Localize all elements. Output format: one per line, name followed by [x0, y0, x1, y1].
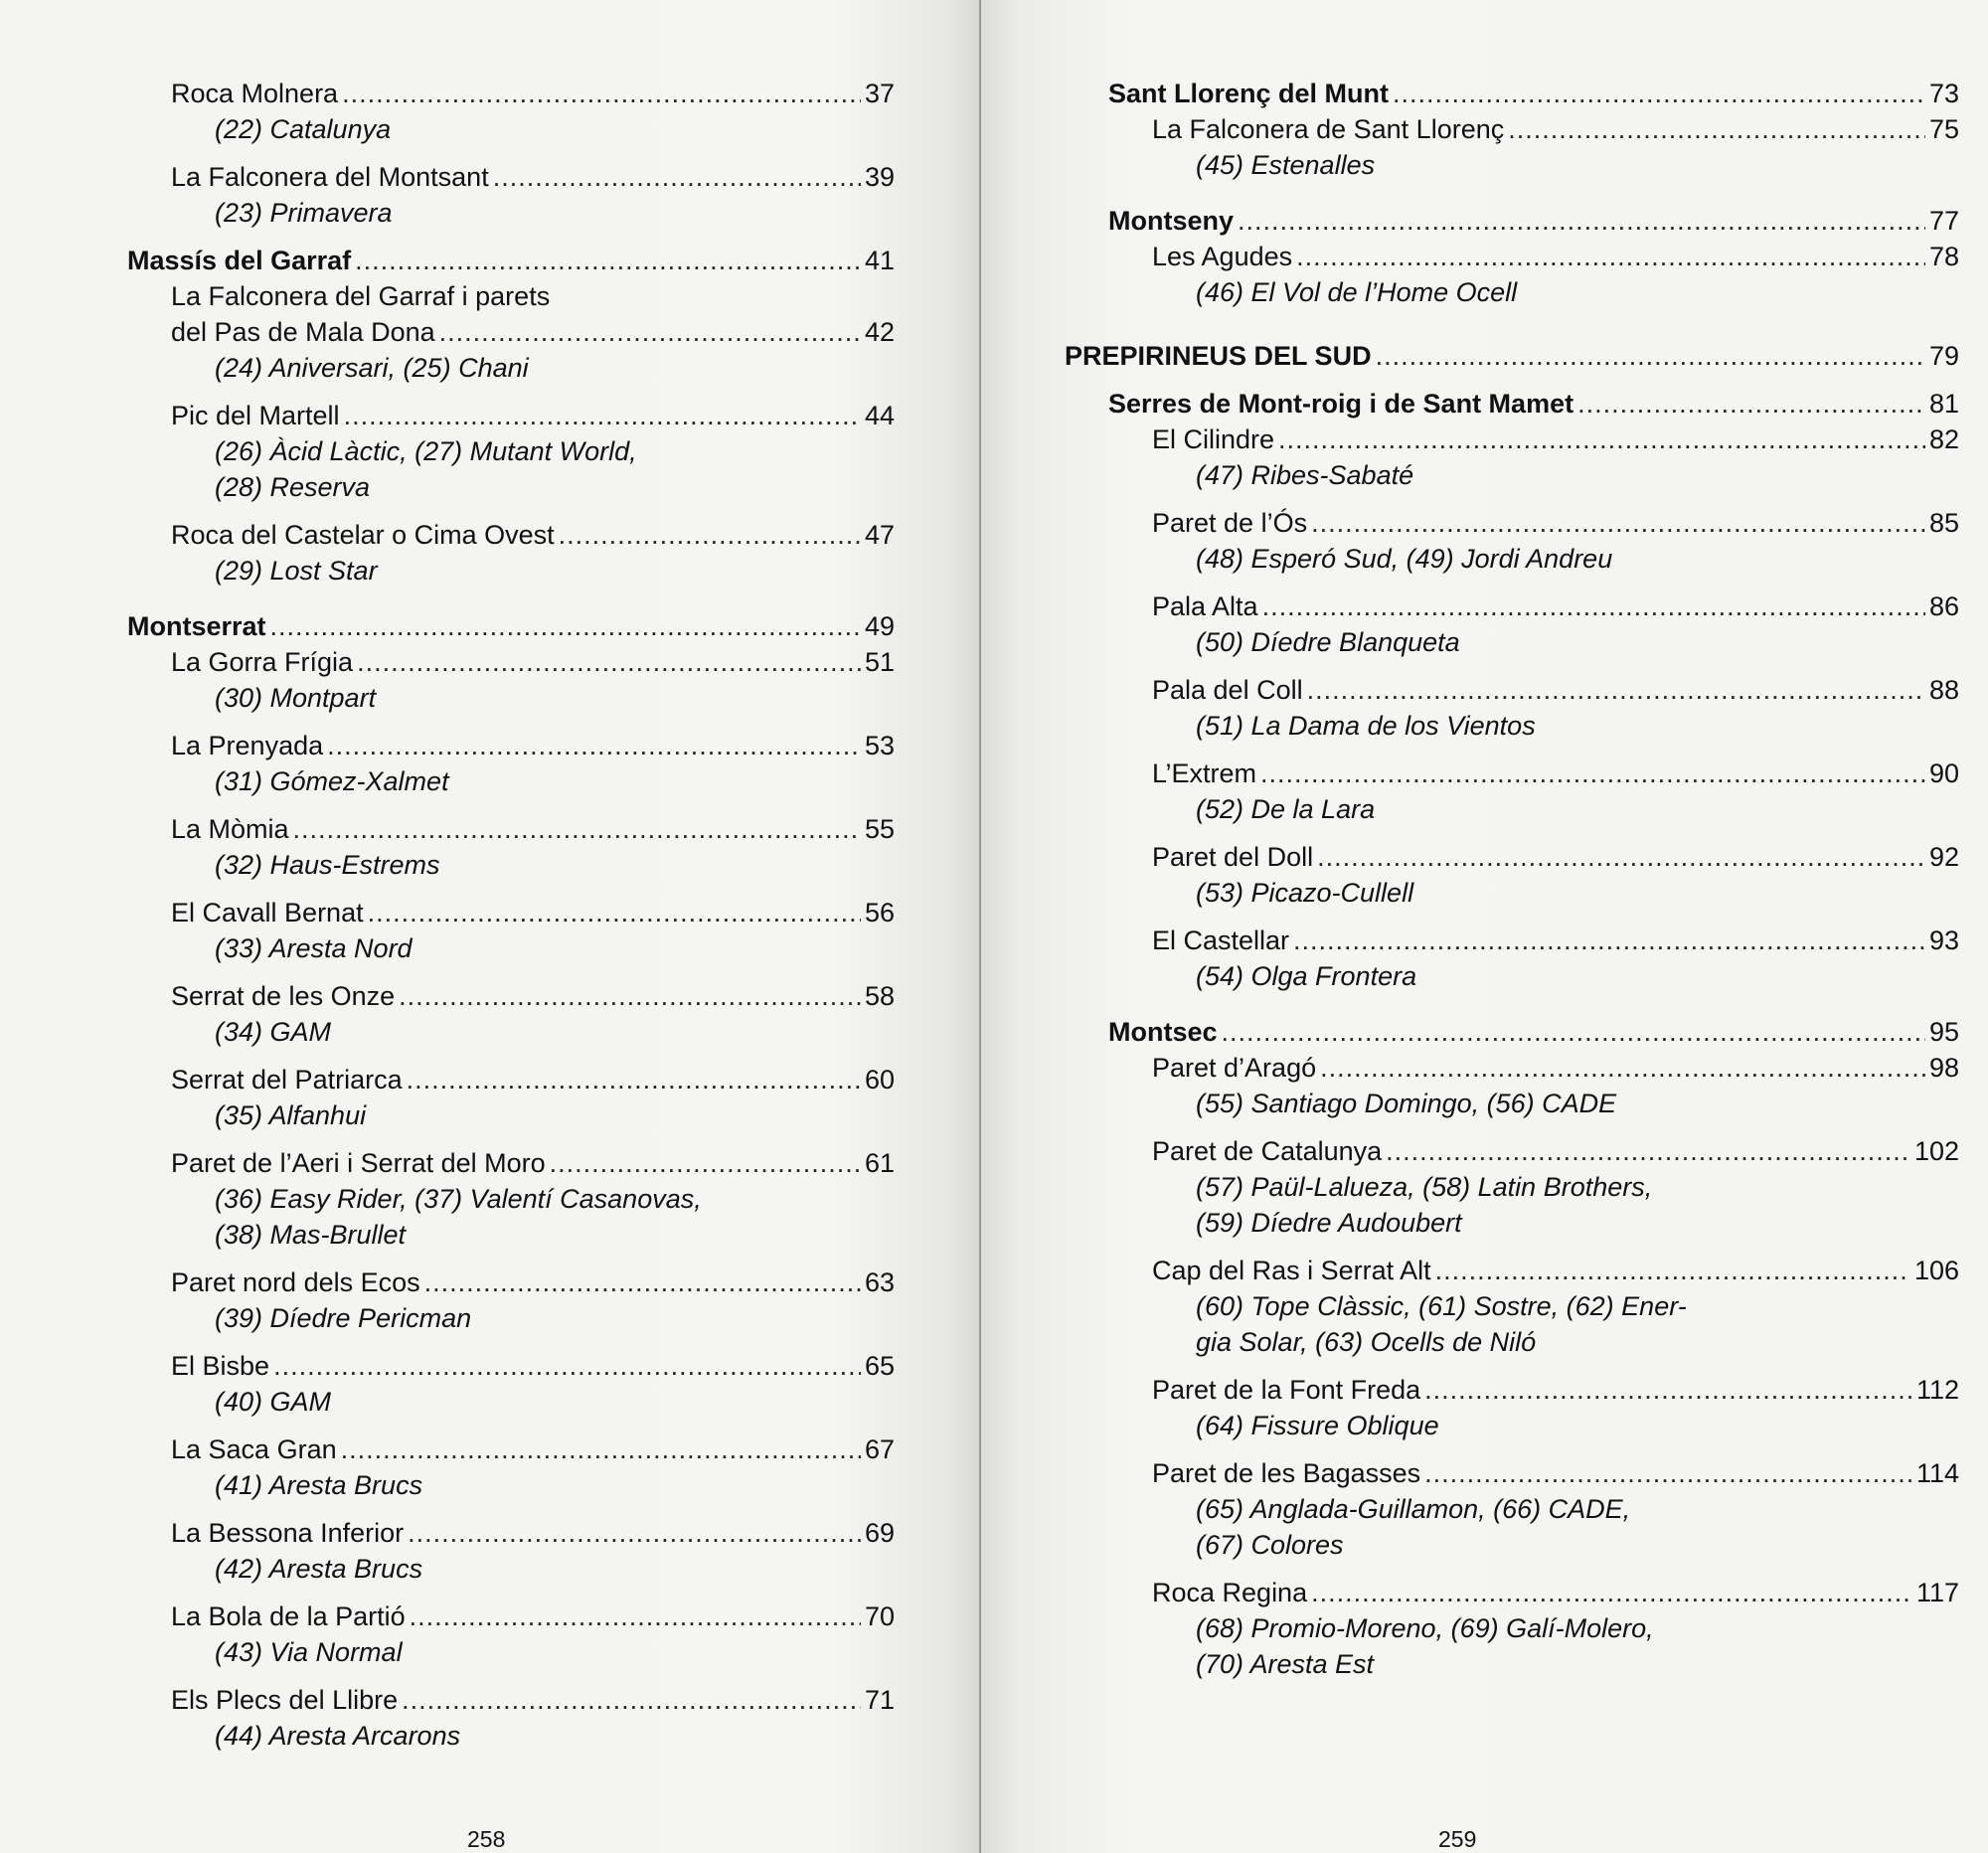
- spacer: [127, 966, 895, 978]
- entry-title: Cap del Ras i Serrat Alt: [1152, 1256, 1431, 1285]
- spacer: [1065, 493, 1959, 505]
- route-line: (41) Aresta Brucs: [215, 1470, 423, 1500]
- route-line: (35) Alfanhui: [215, 1100, 367, 1130]
- spacer: [1065, 374, 1959, 386]
- spacer: [127, 147, 895, 159]
- route-line: (46) El Vol de l’Home Ocell: [1196, 277, 1518, 307]
- route-line: (55) Santiago Domingo, (56) CADE: [1196, 1089, 1617, 1118]
- toc-entry: [1065, 1253, 1959, 1288]
- route-line: (44) Aresta Arcarons: [215, 1721, 461, 1751]
- spacer: [127, 1670, 895, 1682]
- entry-title: L’Extrem: [1152, 758, 1257, 788]
- entry-page-number: 65: [864, 1351, 895, 1381]
- entry-title: La Falconera de Sant Llorenç: [1152, 114, 1505, 144]
- toc-list-left: [127, 76, 895, 1754]
- page-number-right: 259: [1438, 1826, 1477, 1852]
- dot-leader: [1320, 1050, 1925, 1086]
- dot-leader: [1293, 923, 1925, 958]
- dot-leader: [355, 243, 861, 278]
- toc-entry: [1065, 756, 1959, 791]
- dot-leader: [1376, 338, 1925, 374]
- spacer: [1065, 660, 1959, 672]
- left-page: [0, 0, 981, 1853]
- dot-leader: [1311, 1575, 1912, 1610]
- toc-entry: [127, 398, 895, 433]
- entry-title: Pala del Coll: [1152, 675, 1303, 705]
- entry-page-number: 86: [1928, 591, 1959, 621]
- dot-leader: [368, 895, 861, 930]
- toc-entry: [1065, 111, 1959, 147]
- dot-leader: [1386, 1133, 1910, 1169]
- dot-leader: [1260, 756, 1925, 791]
- entry-title: La Gorra Frígia: [171, 647, 354, 677]
- dot-leader: [1278, 421, 1925, 457]
- toc-entry: [127, 1432, 895, 1467]
- toc-list-right: [1065, 76, 1959, 1682]
- dot-leader: [1317, 839, 1925, 875]
- entry-page-number: 90: [1928, 758, 1959, 788]
- entry-page-number: 55: [864, 814, 895, 844]
- route-line: (64) Fissure Oblique: [1196, 1411, 1439, 1440]
- route-line: (30) Montpart: [215, 683, 377, 713]
- dot-leader: [1424, 1455, 1912, 1491]
- entry-title: PREPIRINEUS DEL SUD: [1065, 341, 1372, 371]
- spacer: [1065, 577, 1959, 589]
- dot-leader: [327, 728, 861, 763]
- toc-entry: [127, 517, 895, 553]
- spacer: [127, 1503, 895, 1515]
- toc-section: [1065, 76, 1959, 111]
- route-line: (31) Gómez-Xalmet: [215, 766, 449, 796]
- toc-section: [1065, 386, 1959, 421]
- entry-title: Serrat de les Onze: [171, 981, 396, 1011]
- entry-page-number: 56: [864, 898, 895, 927]
- route-line: (24) Aniversari, (25) Chani: [215, 353, 529, 383]
- entry-title: Els Plecs del Llibre: [171, 1685, 399, 1715]
- route-line: (43) Via Normal: [215, 1637, 403, 1667]
- dot-leader: [293, 811, 861, 847]
- entry-page-number: 95: [1928, 1017, 1959, 1047]
- route-line: (68) Promio-Moreno, (69) Galí-Molero,: [1196, 1613, 1654, 1643]
- entry-title: Roca Regina: [1152, 1578, 1308, 1607]
- entry-page-number: 81: [1928, 389, 1959, 419]
- toc-entry: [127, 1062, 895, 1097]
- toc-entry: [127, 1515, 895, 1551]
- toc-entry: [1065, 839, 1959, 875]
- spacer: [1065, 1563, 1959, 1575]
- spacer: [1065, 310, 1959, 338]
- toc-entry: [1065, 505, 1959, 541]
- entry-title: Serrat del Patriarca: [171, 1065, 403, 1095]
- entry-page-number: 73: [1928, 79, 1959, 108]
- dot-leader: [1435, 1253, 1910, 1288]
- spacer: [1065, 827, 1959, 839]
- route-line: (65) Anglada-Guillamon, (66) CADE,: [1196, 1494, 1631, 1524]
- spacer: [1065, 994, 1959, 1014]
- dot-leader: [1307, 672, 1925, 708]
- entry-page-number: 37: [864, 79, 895, 108]
- route-line: (54) Olga Frontera: [1196, 961, 1417, 991]
- dot-leader: [344, 398, 861, 433]
- dot-leader: [399, 978, 861, 1014]
- spacer: [127, 1253, 895, 1264]
- toc-entry: [1065, 1050, 1959, 1086]
- entry-page-number: 70: [864, 1601, 895, 1631]
- toc-entry: [1065, 421, 1959, 457]
- dot-leader: [408, 1515, 861, 1551]
- entry-page-number: 106: [1913, 1256, 1959, 1285]
- toc-entry: [1065, 1575, 1959, 1610]
- entry-page-number: 44: [864, 401, 895, 430]
- entry-page-number: 78: [1928, 242, 1959, 271]
- dot-leader: [341, 1432, 861, 1467]
- entry-page-number: 41: [864, 246, 895, 275]
- entry-title: Paret del Doll: [1152, 842, 1314, 872]
- entry-page-number: 58: [864, 981, 895, 1011]
- entry-title: Serres de Mont-roig i de Sant Mamet: [1108, 389, 1574, 419]
- spacer: [127, 1336, 895, 1348]
- entry-title: Montseny: [1108, 206, 1235, 236]
- toc-entry: [1065, 672, 1959, 708]
- spacer: [127, 1420, 895, 1432]
- route-line: (50) Díedre Blanqueta: [1196, 627, 1460, 657]
- entry-title: El Cilindre: [1152, 424, 1275, 454]
- entry-title: Roca Molnera: [171, 79, 339, 108]
- dot-leader: [439, 314, 861, 350]
- dot-leader: [493, 159, 861, 195]
- toc-entry: [127, 811, 895, 847]
- dot-leader: [1508, 111, 1925, 147]
- route-line: (53) Picazo-Cullell: [1196, 878, 1414, 908]
- spacer: [127, 231, 895, 243]
- entry-page-number: 39: [864, 162, 895, 192]
- toc-entry-line: La Falconera del Garraf i parets: [171, 281, 551, 311]
- route-line: (67) Colores: [1196, 1530, 1344, 1560]
- toc-entry: [127, 1264, 895, 1300]
- toc-section: [1065, 203, 1959, 239]
- toc-entry: [1065, 1455, 1959, 1491]
- route-line: (42) Aresta Brucs: [215, 1554, 423, 1584]
- entry-title: El Cavall Bernat: [171, 898, 364, 927]
- toc-section: [127, 608, 895, 644]
- spacer: [127, 505, 895, 517]
- route-line: (34) GAM: [215, 1017, 332, 1047]
- route-line: (33) Aresta Nord: [215, 933, 413, 963]
- entry-page-number: 63: [864, 1267, 895, 1297]
- entry-page-number: 93: [1928, 926, 1959, 955]
- toc-entry: [1065, 1133, 1959, 1169]
- dot-leader: [559, 517, 861, 553]
- route-line: (26) Àcid Làctic, (27) Mutant World,: [215, 436, 637, 466]
- entry-page-number: 98: [1928, 1053, 1959, 1083]
- toc-entry: [127, 314, 895, 350]
- entry-page-number: 102: [1913, 1136, 1959, 1166]
- entry-page-number: 71: [864, 1685, 895, 1715]
- toc-entry: [127, 159, 895, 195]
- entry-title: La Bessona Inferior: [171, 1518, 405, 1548]
- entry-page-number: 67: [864, 1434, 895, 1464]
- toc-entry: [1065, 589, 1959, 624]
- dot-leader: [1311, 505, 1925, 541]
- entry-title: Les Agudes: [1152, 242, 1293, 271]
- entry-title: El Castellar: [1152, 926, 1290, 955]
- spacer: [1065, 744, 1959, 756]
- entry-page-number: 92: [1928, 842, 1959, 872]
- entry-title: Paret d’Aragó: [1152, 1053, 1317, 1083]
- entry-title: Massís del Garraf: [127, 246, 352, 275]
- spacer: [1065, 1360, 1959, 1372]
- entry-page-number: 61: [864, 1148, 895, 1178]
- route-line: (39) Díedre Pericman: [215, 1303, 472, 1333]
- entry-page-number: 49: [864, 611, 895, 641]
- toc-entry: [1065, 239, 1959, 274]
- dot-leader: [407, 1062, 861, 1097]
- spacer: [1065, 1241, 1959, 1253]
- route-line: (57) Paül-Lalueza, (58) Latin Brothers,: [1196, 1172, 1653, 1202]
- entry-title: Roca del Castelar o Cima Ovest: [171, 520, 555, 550]
- entry-title: Sant Llorenç del Munt: [1108, 79, 1390, 108]
- dot-leader: [410, 1599, 861, 1634]
- route-line: (51) La Dama de los Vientos: [1196, 711, 1536, 741]
- entry-page-number: 69: [864, 1518, 895, 1548]
- entry-title: Paret de l’Aeri i Serrat del Moro: [171, 1148, 546, 1178]
- dot-leader: [357, 644, 861, 680]
- spacer: [127, 1050, 895, 1062]
- spacer: [1065, 1121, 1959, 1133]
- entry-title: Paret de les Bagasses: [1152, 1458, 1421, 1488]
- dot-leader: [1262, 589, 1925, 624]
- toc-entry: [127, 76, 895, 111]
- toc-entry: [127, 1348, 895, 1384]
- dot-leader: [402, 1682, 861, 1718]
- route-line: (22) Catalunya: [215, 114, 392, 144]
- spacer: [127, 883, 895, 895]
- route-line: (59) Díedre Audoubert: [1196, 1208, 1462, 1238]
- dot-leader: [1238, 203, 1925, 239]
- entry-title: Paret de la Font Freda: [1152, 1375, 1421, 1405]
- toc-section: [1065, 338, 1959, 374]
- route-line: (36) Easy Rider, (37) Valentí Casanovas,: [215, 1184, 702, 1214]
- spacer: [127, 799, 895, 811]
- toc-entry: [127, 1682, 895, 1718]
- entry-title: Montsec: [1108, 1017, 1218, 1047]
- entry-title: Paret nord dels Ecos: [171, 1267, 420, 1297]
- route-line: (28) Reserva: [215, 472, 371, 502]
- entry-page-number: 114: [1915, 1458, 1959, 1488]
- dot-leader: [550, 1145, 861, 1181]
- entry-page-number: 51: [864, 647, 895, 677]
- route-line: (40) GAM: [215, 1387, 332, 1417]
- entry-page-number: 75: [1928, 114, 1959, 144]
- route-line: (23) Primavera: [215, 198, 393, 228]
- entry-page-number: 77: [1928, 206, 1959, 236]
- entry-title: La Prenyada: [171, 731, 324, 760]
- entry-page-number: 82: [1928, 424, 1959, 454]
- spacer: [127, 1587, 895, 1599]
- route-line: (70) Aresta Est: [1196, 1649, 1375, 1679]
- route-line: (29) Lost Star: [215, 556, 378, 586]
- toc-entry: [127, 644, 895, 680]
- spacer: [1065, 911, 1959, 923]
- dot-leader: [270, 608, 861, 644]
- entry-page-number: 79: [1928, 341, 1959, 371]
- spacer: [127, 1133, 895, 1145]
- right-page: [981, 0, 1988, 1853]
- route-line: (47) Ribes-Sabaté: [1196, 460, 1414, 490]
- toc-entry: [1065, 923, 1959, 958]
- entry-title: La Saca Gran: [171, 1434, 337, 1464]
- dot-leader: [1577, 386, 1925, 421]
- toc-entry: [127, 895, 895, 930]
- entry-page-number: 53: [864, 731, 895, 760]
- route-line: (32) Haus-Estrems: [215, 850, 440, 880]
- spacer: [1065, 183, 1959, 203]
- entry-page-number: 112: [1915, 1375, 1959, 1405]
- entry-title: Paret de l’Ós: [1152, 508, 1308, 538]
- entry-title: La Mòmia: [171, 814, 289, 844]
- spacer: [127, 386, 895, 398]
- page-number-left: 258: [467, 1826, 506, 1852]
- toc-entry: [127, 728, 895, 763]
- entry-title: Pala Alta: [1152, 591, 1258, 621]
- dot-leader: [424, 1264, 861, 1300]
- route-line: (48) Esperó Sud, (49) Jordi Andreu: [1196, 544, 1613, 574]
- entry-title: Montserrat: [127, 611, 266, 641]
- toc-entry: [1065, 1372, 1959, 1408]
- toc-entry: [127, 978, 895, 1014]
- route-line: (38) Mas-Brullet: [215, 1220, 407, 1250]
- dot-leader: [1424, 1372, 1912, 1408]
- dot-leader: [342, 76, 861, 111]
- route-line: gia Solar, (63) Ocells de Niló: [1196, 1327, 1537, 1357]
- entry-page-number: 85: [1928, 508, 1959, 538]
- entry-title: Paret de Catalunya: [1152, 1136, 1383, 1166]
- entry-page-number: 60: [864, 1065, 895, 1095]
- entry-page-number: 42: [864, 317, 895, 347]
- spacer: [127, 716, 895, 728]
- toc-entry: [127, 1145, 895, 1181]
- toc-section: [1065, 1014, 1959, 1050]
- route-line: (45) Estenalles: [1196, 150, 1376, 180]
- spacer: [127, 589, 895, 608]
- entry-page-number: 47: [864, 520, 895, 550]
- spacer: [1065, 1443, 1959, 1455]
- entry-page-number: 117: [1915, 1578, 1959, 1607]
- entry-title: del Pas de Mala Dona: [171, 317, 435, 347]
- toc-section: [127, 243, 895, 278]
- toc-entry: [127, 1599, 895, 1634]
- entry-title: Pic del Martell: [171, 401, 340, 430]
- entry-page-number: 88: [1928, 675, 1959, 705]
- route-line: (52) De la Lara: [1196, 794, 1376, 824]
- entry-title: La Falconera del Montsant: [171, 162, 489, 192]
- dot-leader: [273, 1348, 861, 1384]
- route-line: (60) Tope Clàssic, (61) Sostre, (62) Ener-: [1196, 1291, 1687, 1321]
- entry-title: El Bisbe: [171, 1351, 270, 1381]
- dot-leader: [1222, 1014, 1925, 1050]
- dot-leader: [1393, 76, 1925, 111]
- entry-title: La Bola de la Partió: [171, 1601, 406, 1631]
- dot-leader: [1296, 239, 1925, 274]
